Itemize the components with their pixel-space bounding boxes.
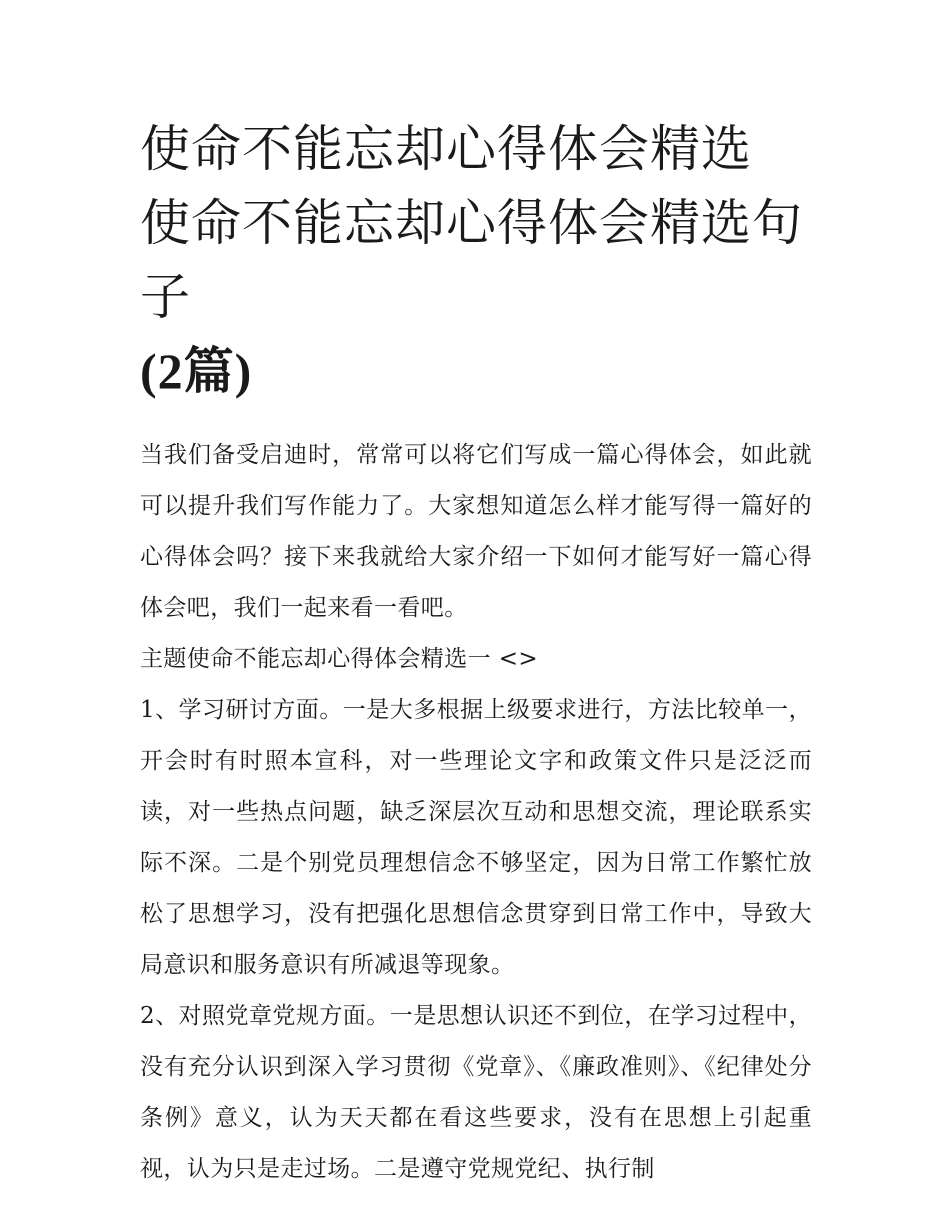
document-title	[140, 112, 812, 408]
paragraph-1: 1、学习研讨方面。一是大多根据上级要求进行，方法比较单一，开会时有时照本宣科，对一些理论文字和政策文件只是泛泛而读，对一些热点问题，缺乏深层次互动和思想交流，理论联系实际不深。二是个别党员理想信念不够坚定，因为日常工作繁忙放松了思想学习，没有把强化思想信念贯穿到日常工作中，导致大局意识和服务意识有所减退等现象。	[140, 697, 812, 978]
title-count: (2篇)	[140, 343, 253, 399]
paragraph-2: 2、对照党章党规方面。一是思想认识还不到位，在学习过程中，没有充分认识到深入学习贯彻《党章》、《廉政准则》、《纪律处分条例》意义，认为天天都在看这些要求，没有在思想上引起重视，认为只是走过场。二是遵守党规党纪、执行制	[140, 1003, 812, 1182]
document-page	[140, 112, 812, 1195]
title-main-text: 使命不能忘却心得体会精选 使命不能忘却心得体会精选句子	[140, 120, 803, 326]
section-heading: 主题使命不能忘却心得体会精选一 <>	[140, 646, 539, 672]
intro-paragraph: 当我们备受启迪时，常常可以将它们写成一篇心得体会，如此就可以提升我们写作能力了。大家想知道怎么样才能写得一篇好的心得体会吗？接下来我就给大家介绍一下如何才能写好一篇心得体会吧，我们一起来看一看吧。	[140, 442, 812, 621]
